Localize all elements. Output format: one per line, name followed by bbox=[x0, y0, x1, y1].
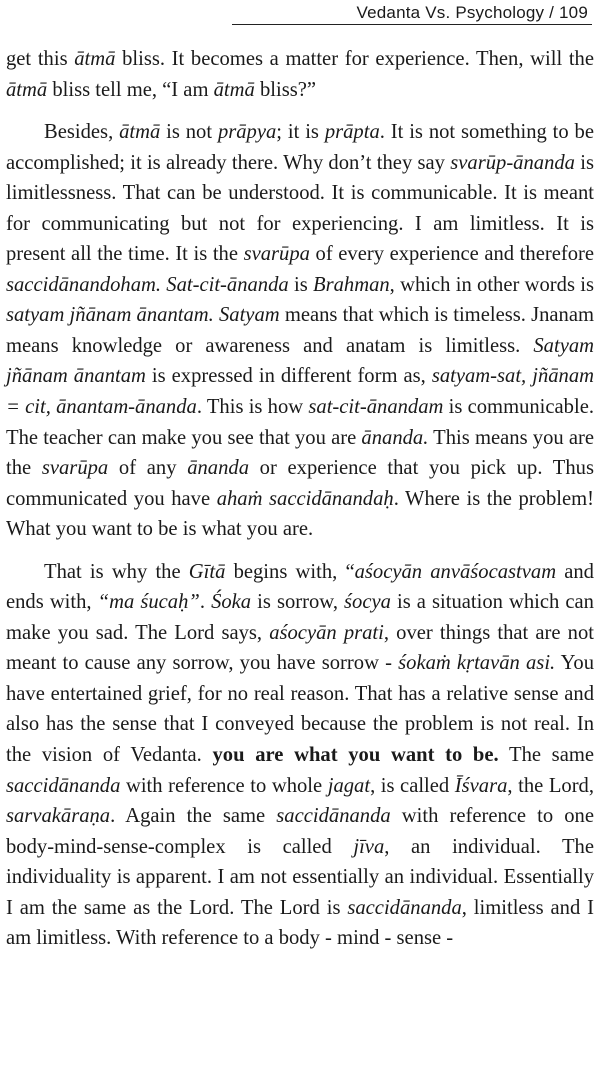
italic-term: aśocyān prati bbox=[269, 621, 384, 644]
italic-term: ānanda. bbox=[361, 426, 429, 449]
text-run: , which in other words is bbox=[389, 273, 594, 296]
paragraph bbox=[6, 44, 594, 105]
text-run: means that which is timeless. Jnanam means knowledge or awareness and anatam is limitless. bbox=[6, 304, 595, 357]
text-run: is bbox=[288, 273, 314, 296]
text-run: bliss?” bbox=[254, 78, 317, 101]
italic-term: saccidānanda bbox=[6, 774, 121, 797]
text-run: begins with, “ bbox=[225, 560, 355, 583]
text-run: . Where is the problem! What you want to be is what you are. bbox=[6, 487, 594, 541]
italic-term: svarūp-ānanda bbox=[450, 151, 575, 174]
page-header bbox=[0, 0, 600, 34]
italic-term: satyam-sat, jñānam = cit, ānantam-ānanda bbox=[6, 365, 595, 419]
text-run: , an individual. The individuality is apparent. I am not essentially an individual. Essentially I am the same as the Lord. The Lord is bbox=[6, 835, 594, 919]
body-text bbox=[6, 44, 594, 954]
italic-term: śokaṁ kṛtavān asi. bbox=[398, 652, 556, 675]
italic-term: Gītā bbox=[188, 560, 226, 583]
text-run: bliss tell me, “I am bbox=[47, 78, 214, 101]
paragraph bbox=[6, 117, 594, 545]
text-run: is expressed in different form as, bbox=[145, 365, 432, 388]
text-run: . Again the same bbox=[110, 805, 277, 828]
italic-term: ahaṁ saccidānandaḥ bbox=[216, 487, 394, 510]
text-run: . This is how bbox=[196, 396, 309, 419]
italic-term: satyam jñānam ānantam. Satyam bbox=[6, 304, 280, 327]
italic-term: ātmā bbox=[119, 121, 161, 144]
text-run: bliss. It becomes a matter for experience. Then, will the bbox=[115, 48, 594, 70]
text-run: get this bbox=[6, 48, 75, 70]
text-run: , over things that are not meant to cause any sorrow, you have sorrow - bbox=[6, 621, 594, 675]
text-run: or experience that you pick up. Thus communicated you have bbox=[6, 457, 594, 510]
italic-term: prāpta bbox=[324, 121, 380, 144]
italic-term: ātmā bbox=[74, 48, 116, 70]
italic-term: ānanda bbox=[187, 457, 249, 480]
text-run: of any bbox=[108, 457, 188, 480]
italic-term: sarvakāraṇa bbox=[6, 805, 111, 828]
text-run: with reference to whole bbox=[120, 774, 328, 797]
text-run: , limitless and I am limitless. With reference to a body - mind - sense - bbox=[6, 896, 594, 950]
header-rule bbox=[232, 24, 592, 25]
text-run: with reference to one body-mind-sense-complex is called bbox=[6, 805, 594, 858]
text-run: is not bbox=[160, 121, 218, 144]
italic-term: svarūpa bbox=[41, 457, 109, 480]
italic-term: saccidānandoham. Sat-cit-ānanda bbox=[6, 273, 289, 296]
bold-phrase: you are what you want to be. bbox=[212, 744, 499, 767]
italic-term: Śoka bbox=[211, 591, 252, 614]
italic-term: “ma śucaḥ” bbox=[97, 591, 200, 614]
running-head: Vedanta Vs. Psychology / 109 bbox=[356, 3, 588, 22]
text-run: is limitlessness. That can be understood. It is communicable. It is meant for communicating but not for experiencing. I am limitless. It is present all the time. It is the bbox=[6, 151, 594, 266]
text-run: . It is not something to be accomplished; it is already there. Why don’t they say bbox=[6, 121, 594, 174]
text-run: and ends with, bbox=[6, 560, 594, 614]
italic-term: ātmā bbox=[6, 78, 48, 101]
italic-term: saccidānanda bbox=[347, 896, 462, 919]
italic-term: svarūpa bbox=[243, 243, 310, 266]
italic-term: jagat bbox=[327, 774, 371, 797]
text-run: You have entertained grief, for no real reason. That has a relative sense and also has the sense that I conveyed because the problem is not real. In the vision of Vedanta. bbox=[6, 652, 594, 767]
text-run: of every experience and therefore bbox=[309, 243, 594, 266]
text-run: is a situation which can make you sad. The Lord says, bbox=[6, 591, 594, 644]
italic-term: śocya bbox=[344, 591, 391, 614]
italic-term: prāpya bbox=[217, 121, 277, 144]
text-run: . bbox=[199, 591, 212, 614]
italic-term: sat-cit-ānandam bbox=[308, 396, 444, 419]
text-run: The same bbox=[498, 744, 594, 767]
text-run: This means you are the bbox=[6, 426, 594, 480]
text-run: ; it is bbox=[276, 121, 325, 144]
text-run: , is called bbox=[370, 774, 455, 797]
italic-term: saccidānanda bbox=[276, 805, 391, 828]
text-run: That is why the bbox=[44, 560, 189, 583]
italic-term: ātmā bbox=[213, 78, 255, 101]
text-run: is sorrow, bbox=[251, 591, 345, 614]
italic-term: jīva bbox=[353, 835, 385, 858]
italic-term: aśocyān anvāśocastvam bbox=[354, 560, 557, 583]
italic-term: Īśvara bbox=[454, 774, 508, 797]
italic-term: Brahman bbox=[313, 273, 390, 296]
italic-term: Satyam jñānam ānantam bbox=[6, 334, 594, 388]
paragraph bbox=[6, 557, 594, 954]
text-run: is communicable. The teacher can make you see that you are bbox=[6, 396, 594, 449]
text-run: Besides, bbox=[44, 121, 120, 144]
text-run: , the Lord, bbox=[507, 774, 594, 797]
